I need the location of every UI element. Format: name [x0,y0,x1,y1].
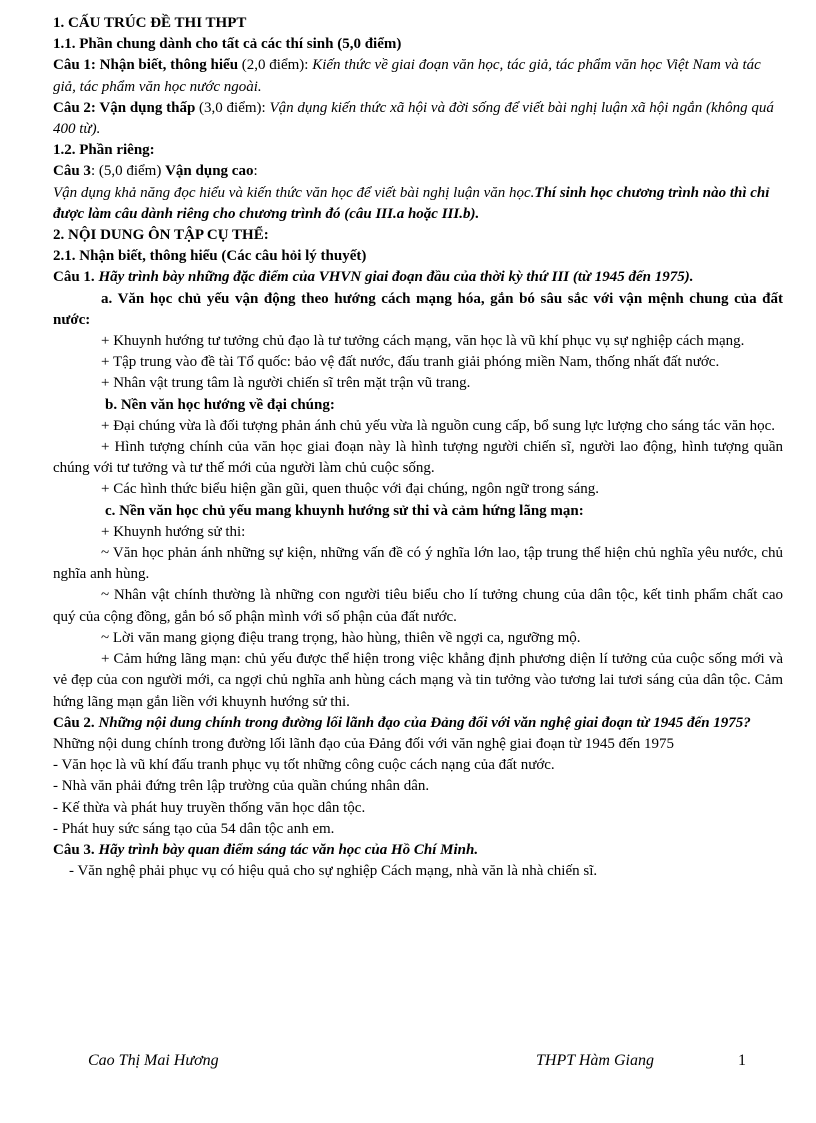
q3-description-b: Thí sinh học chương trình nào thì chỉ được làm câu dành riêng cho chương trình đó (câu III.a hoặc III.b). [53,184,770,222]
q2-label: Câu 2: Vận dụng thấp [53,99,196,116]
c1-part-a-item: + Tập trung vào đề tài Tổ quốc: bảo vệ đất nước, đấu tranh giải phóng miền Nam, thống nhất đất nước. [101,354,720,371]
q3-description-a: Vận dụng khả năng đọc hiểu và kiến thức văn học để viết bài nghị luận văn học. [53,184,535,201]
c2-item: - Phát huy sức sáng tạo của 54 dân tộc anh em. [53,820,335,837]
heading-exam-structure: 1. CẤU TRÚC ĐỀ THI THPT [53,15,247,31]
heading-common-part: 1.1. Phần chung dành cho tất cả các thí sinh (5,0 điểm) [53,36,402,53]
q3-label: Câu 3 [53,163,91,180]
c2-intro: Những nội dung chính trong đường lối lãnh đạo của Đảng đối với văn nghệ giai đoạn từ 1945 đến 1975 [53,735,674,752]
footer-author: Cao Thị Mai Hương [88,1052,219,1069]
question-3 [53,840,783,861]
question-3-structure [53,161,783,182]
c2-item: - Kế thừa và phát huy truyền thống văn học dân tộc. [53,799,366,816]
c1-label: Câu 1. [53,269,99,286]
q1-description: Kiến thức về giai đoạn văn học, tác giả, tác phẩm văn học Việt Nam và tác giả, tác phẩm văn học nước ngoài. [53,57,761,95]
c1-part-c-item: ~ Lời văn mang giọng điệu trang trọng, hào hùng, thiên về ngợi ca, ngưỡng mộ. [101,629,581,646]
heading-theory-questions: 2.1. Nhận biết, thông hiểu (Các câu hỏi lý thuyết) [53,248,367,265]
question-1 [53,267,783,288]
q1-points: (2,0 điểm): [238,57,313,74]
c1-part-b-item: + Các hình thức biểu hiện gần gũi, quen thuộc với đại chúng, ngôn ngữ trong sáng. [101,481,599,498]
c1-question: Hãy trình bày những đặc điểm của VHVN giai đoạn đầu của thời kỳ thứ III (từ 1945 đến 1975). [98,269,694,286]
c2-item: - Nhà văn phải đứng trên lập trường của quần chúng nhân dân. [53,778,430,795]
c3-question: Hãy trình bày quan điểm sáng tác văn học của Hồ Chí Minh. [98,841,479,858]
q2-description: Vận dụng kiến thức xã hội và đời sống để viết bài nghị luận xã hội ngắn (không quá 400 từ). [53,99,774,138]
heading-review-content: 2. NỘI DUNG ÔN TẬP CỤ THỂ: [53,227,269,244]
q2-points: (3,0 điểm): [195,99,270,116]
c1-part-a-title: a. Văn học chủ yếu vận động theo hướng cách mạng hóa, gắn bó sâu sắc với vận mệnh chung của đất nước: [53,290,783,328]
document-body [53,13,783,882]
q3-colon: : [253,163,258,180]
c1-part-c-title: c. Nền văn học chủ yếu mang khuynh hướng sử thi và cảm hứng lãng mạn: [105,502,584,519]
c1-part-b-item: + Hình tượng chính của văn học giai đoạn này là hình tượng người chiến sĩ, người lao động, hình tượng quần chúng với tư tưởng và tư thế mới của người làm chủ cuộc sống. [53,439,783,477]
question-2-structure [53,98,783,140]
c1-part-c-item: ~ Nhân vật chính thường là những con người tiêu biểu cho lí tưởng chung của dân tộc, kết tinh phẩm chất cao quý của cộng đồng, gắn bó số phận mình với số phận của đất nước. [53,587,783,625]
page-footer [0,1052,816,1076]
c2-label: Câu 2. [53,714,99,731]
question-3-description [53,183,783,225]
footer-page-number: 1 [738,1052,746,1069]
c1-part-c-item: + Khuynh hướng sử thi: [101,523,246,540]
q3-level: Vận dụng cao [165,163,254,180]
question-2 [53,713,783,734]
c2-item: - Văn học là vũ khí đấu tranh phục vụ tốt những công cuộc cách nạng của đất nước. [53,757,555,774]
c1-part-b-title: b. Nền văn học hướng về đại chúng: [105,396,335,413]
question-1-structure [53,55,783,97]
c3-item: - Văn nghệ phải phục vụ có hiệu quả cho sự nghiệp Cách mạng, nhà văn là nhà chiến sĩ. [69,863,598,880]
q1-label: Câu 1: Nhận biết, thông hiểu [53,57,239,74]
footer-school: THPT Hàm Giang [536,1052,654,1069]
c1-part-b-item: + Đại chúng vừa là đối tượng phản ánh chủ yếu vừa là nguồn cung cấp, bổ sung lực lượng cho sáng tác văn học. [101,417,775,434]
c2-question: Những nội dung chính trong đường lối lãnh đạo của Đảng đối với văn nghệ giai đoạn từ 1945 đến 1975? [98,714,751,731]
q3-points: : (5,0 điểm) [90,163,166,180]
heading-separate-part: 1.2. Phần riêng: [53,142,155,159]
c1-part-c-item: + Cảm hứng lãng mạn: chủ yếu được thể hiện trong việc khẳng định phương diện lí tưởng của cuộc sống mới và vẻ đẹp của con người mới, ca ngợi chủ nghĩa anh hùng cách mạng và tin tưởng vào tương lai tươi sáng của dân tộc. Cảm hứng lãng mạn gắn liền với khuynh hướng sử thi. [53,651,783,710]
c1-part-a-item: + Khuynh hướng tư tưởng chủ đạo là tư tưởng cách mạng, văn học là vũ khí phục vụ sự nghiệp cách mạng. [101,333,745,350]
c1-part-a-item: + Nhân vật trung tâm là người chiến sĩ trên mặt trận vũ trang. [101,375,471,392]
c3-label: Câu 3. [53,841,99,858]
c1-part-c-item: ~ Văn học phản ánh những sự kiện, những vấn đề có ý nghĩa lớn lao, tập trung thể hiện chủ nghĩa yêu nước, chủ nghĩa anh hùng. [53,545,783,583]
